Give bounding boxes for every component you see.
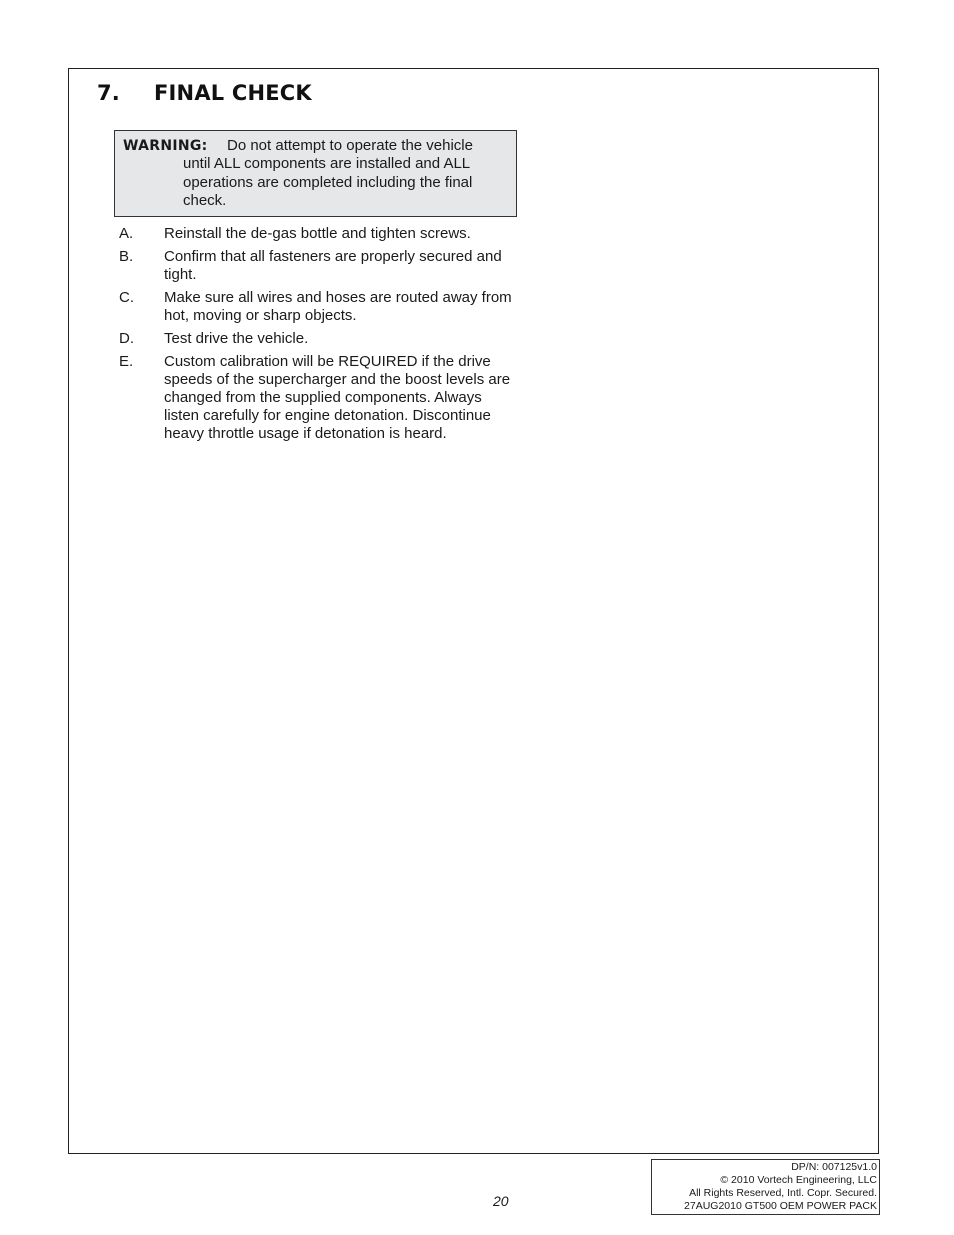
step-item <box>119 353 514 443</box>
copyright-notice: © 2010 Vortech Engineering, LLC <box>720 1174 877 1186</box>
section-title: FINAL CHECK <box>154 81 312 105</box>
step-letter: E. <box>119 353 134 370</box>
section-heading <box>97 81 312 105</box>
rights-notice: All Rights Reserved, Intl. Copr. Secured. <box>689 1187 877 1199</box>
step-text: Confirm that all fasteners are properly secured and tight. <box>164 248 502 283</box>
step-text: Reinstall the de-gas bottle and tighten screws. <box>164 225 471 242</box>
step-item <box>119 330 514 348</box>
section-number: 7. <box>97 81 120 105</box>
warning-box <box>114 130 517 217</box>
step-item <box>119 225 514 243</box>
warning-label: WARNING: <box>123 138 208 154</box>
step-item <box>119 289 514 325</box>
step-letter: A. <box>119 225 134 242</box>
warning-text-line-2: until ALL components are installed and ALL <box>183 155 471 173</box>
step-text: Custom calibration will be REQUIRED if the drive speeds of the supercharger and the boost levels are changed from the supplied components. Always listen carefully for engine detonation. Discontinue heavy throttle usage if detonation is heard. <box>164 353 511 442</box>
warning-text-line-3: operations are completed including the final <box>183 173 473 191</box>
step-text: Make sure all wires and hoses are routed away from hot, moving or sharp objects. <box>164 289 512 324</box>
edition-label: 27AUG2010 GT500 OEM POWER PACK <box>684 1200 877 1212</box>
part-number: DP/N: 007125v1.0 <box>791 1161 877 1173</box>
warning-text-line-4: check. <box>183 191 227 209</box>
step-item <box>119 248 514 284</box>
step-letter: C. <box>119 289 134 306</box>
step-text: Test drive the vehicle. <box>164 330 309 347</box>
step-letter: D. <box>119 330 134 347</box>
final-check-steps <box>119 225 514 448</box>
step-letter: B. <box>119 248 134 265</box>
warning-text-line-1: Do not attempt to operate the vehicle <box>227 137 473 154</box>
document-info-box <box>651 1159 880 1215</box>
page-number: 20 <box>493 1193 509 1209</box>
